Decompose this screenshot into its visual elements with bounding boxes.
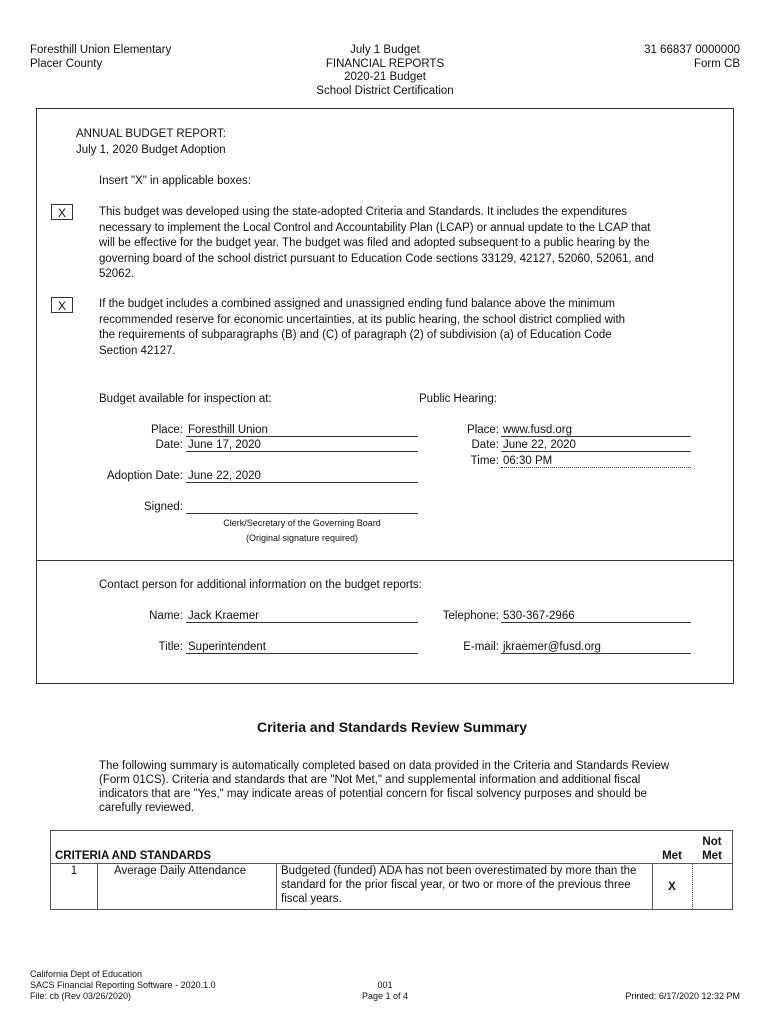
not-met-cell[interactable] (692, 864, 733, 910)
adoption-date-field[interactable]: June 22, 2020 (186, 469, 418, 483)
criteria-number: 1 (51, 864, 98, 910)
summary-intro (99, 759, 719, 815)
criteria-header: CRITERIA AND STANDARDS (51, 831, 653, 864)
reserve-compliance-checkbox[interactable]: X (51, 297, 73, 313)
table-header-row (51, 831, 733, 864)
description-line: Budgeted (funded) ADA has not been overestimated by more than the (281, 865, 637, 877)
contact-name-field[interactable]: Jack Kraemer (186, 609, 418, 623)
not-met-header (692, 831, 733, 864)
date-label: Date: (155, 439, 183, 451)
summary-line: The following summary is automatically completed based on data provided in the Criteria and Standards Review (99, 760, 670, 772)
annual-budget-heading: ANNUAL BUDGET REPORT: (76, 128, 226, 140)
criteria-description (277, 864, 653, 910)
form-id-header (560, 44, 740, 71)
contact-title-label: Title: (158, 641, 183, 653)
county-name: Placer County (30, 57, 103, 70)
hearing-time-label: Time: (470, 455, 499, 467)
statement-line: recommended reserve for economic uncertainties, at its public hearing, the school district complied with (99, 313, 626, 326)
district-header (30, 44, 171, 71)
signature-caption-2: (Original signature required) (245, 533, 359, 543)
statement-line: necessary to implement the Local Control and Accountability Plan (LCAP) or annual update to the LCAP that (99, 221, 651, 234)
page-code: 001 (377, 980, 393, 990)
summary-line: indicators that are "Yes," may indicate areas of potential concern for fiscal solvency purposes and should be (99, 788, 647, 800)
not-met-header-line: Not (702, 836, 722, 848)
criteria-standards-table (50, 830, 733, 910)
criteria-standards-statement (99, 205, 699, 283)
statement-line: If the budget includes a combined assigned and unassigned ending fund balance above the minimum (99, 298, 615, 310)
telephone-field[interactable]: 530-367-2966 (501, 609, 691, 623)
hearing-time-field[interactable]: 06:30 PM (501, 454, 691, 468)
report-line-2: FINANCIAL REPORTS (325, 57, 445, 70)
report-line-4: School District Certification (316, 84, 454, 97)
cds-code: 31 66837 0000000 (644, 44, 740, 56)
instruction-text: Insert "X" in applicable boxes: (99, 175, 251, 187)
statement-line: This budget was developed using the state-adopted Criteria and Standards. It includes the expenditures (99, 206, 628, 218)
reserve-compliance-statement (99, 297, 699, 359)
criteria-standards-checkbox[interactable]: X (51, 204, 73, 220)
hearing-date-field[interactable]: June 22, 2020 (501, 438, 691, 452)
district-name: Foresthill Union Elementary (30, 44, 172, 56)
public-hearing-label: Public Hearing: (419, 393, 497, 405)
not-met-header-line: Met (702, 850, 722, 862)
met-header: Met (662, 850, 682, 862)
report-line-1: July 1 Budget (350, 44, 420, 56)
report-line-3: 2020-21 Budget (344, 71, 426, 83)
contact-title-field[interactable]: Superintendent (186, 640, 418, 654)
summary-title: Criteria and Standards Review Summary (257, 719, 527, 735)
footer-line: File: cb (Rev 03/26/2020) (30, 991, 132, 1001)
footer-line: California Dept of Education (30, 969, 143, 979)
signature-field[interactable] (186, 500, 418, 514)
hearing-date-label: Date: (471, 439, 499, 451)
statement-line: 52062. (99, 268, 135, 280)
print-timestamp: Printed: 6/17/2020 12:32 PM (625, 991, 740, 1001)
statement-line: Section 42127. (99, 344, 176, 357)
report-header (285, 44, 485, 98)
signature-caption-1: Clerk/Secretary of the Governing Board (223, 518, 381, 528)
adoption-date-label: Adoption Date: (106, 470, 183, 482)
statement-line: the requirements of subparagraphs (B) and (C) of paragraph (2) of subdivision (a) of Education Code (99, 329, 612, 341)
page-number: Page 1 of 4 (361, 991, 409, 1001)
budget-adoption-heading: July 1, 2020 Budget Adoption (76, 144, 226, 156)
statement-line: will be effective for the budget year. The budget was filed and adopted subsequent to a public hearing by the (99, 237, 650, 249)
email-label: E-mail: (463, 641, 499, 653)
email-field[interactable]: jkraemer@fusd.org (501, 640, 691, 654)
summary-line: carefully reviewed. (99, 802, 195, 814)
statement-line: governing board of the school district pursuant to Education Code sections 33129, 42127, 52060, 52061, and (99, 252, 654, 265)
criteria-name: Average Daily Attendance (98, 864, 277, 910)
hearing-place-label: Place: (467, 424, 499, 436)
signed-label: Signed: (143, 501, 183, 513)
contact-name-label: Name: (149, 610, 183, 622)
description-line: standard for the prior fiscal year, or two or more of the previous three (281, 879, 631, 891)
inspection-label: Budget available for inspection at: (99, 393, 272, 405)
form-code: Form CB (694, 57, 740, 70)
telephone-label: Telephone: (442, 610, 499, 622)
place-field[interactable]: Foresthill Union (186, 423, 418, 437)
contact-intro: Contact person for additional information on the budget reports: (99, 579, 422, 591)
table-row (51, 864, 733, 910)
section-divider (36, 560, 734, 561)
place-label: Place: (151, 424, 183, 436)
description-line: fiscal years. (281, 893, 342, 905)
footer-center (335, 980, 435, 1002)
met-cell[interactable]: X (652, 864, 692, 910)
hearing-place-field[interactable]: www.fusd.org (501, 423, 691, 437)
date-field[interactable]: June 17, 2020 (186, 438, 418, 452)
summary-line: (Form 01CS). Criteria and standards that are "Not Met," and supplemental information and additional fiscal (99, 774, 641, 786)
footer-left (30, 969, 216, 1002)
footer-line: SACS Financial Reporting Software - 2020.1.0 (30, 980, 216, 990)
